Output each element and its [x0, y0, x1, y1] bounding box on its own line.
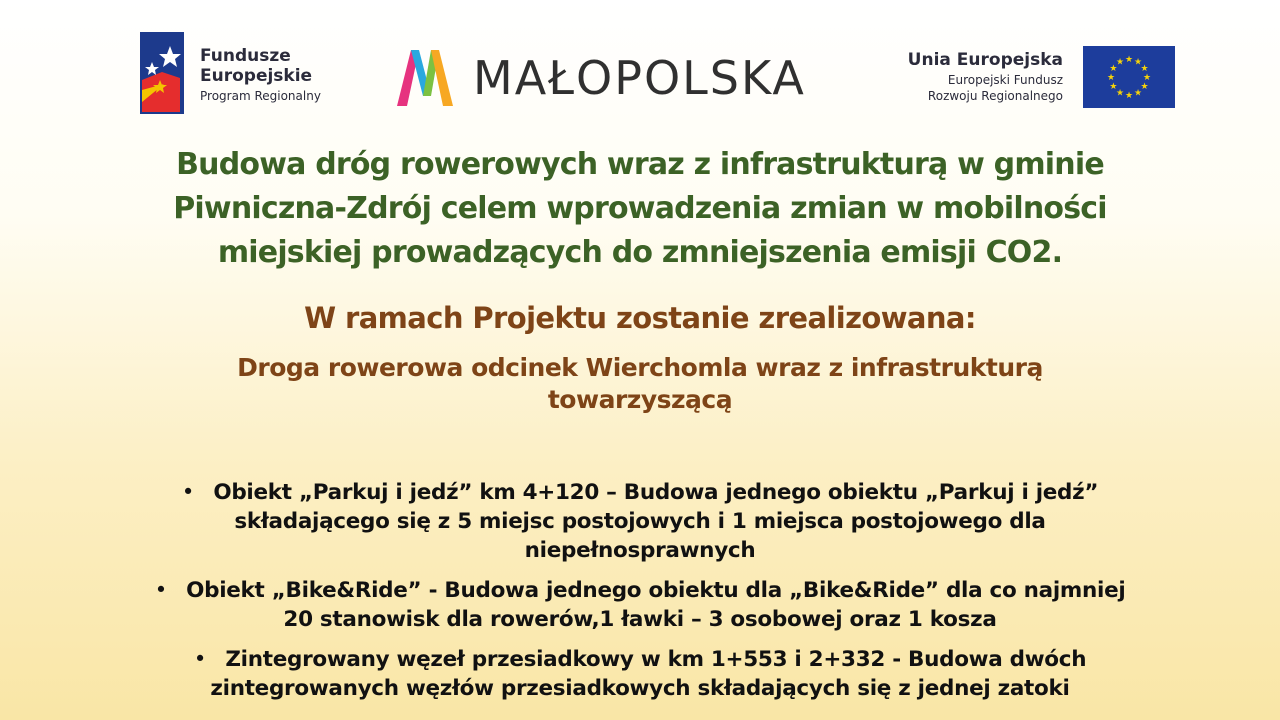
svg-text:★: ★ [1115, 88, 1125, 99]
scope-bullet-list [60, 478, 1220, 714]
bullet-line: zintegrowanych węzłów przesiadkowych składających się z jednej zatoki [210, 676, 1070, 701]
eu-flag-icon [1083, 46, 1175, 108]
project-subtitle: W ramach Projektu zostanie zrealizowana: [304, 301, 976, 335]
svg-text:★: ★ [1109, 64, 1118, 74]
svg-text:★: ★ [1106, 73, 1116, 83]
fundusze-sub: Program Regionalny [200, 89, 321, 103]
svg-text:★: ★ [1133, 88, 1143, 99]
eu-title: Unia Europejska [907, 50, 1063, 70]
bullet-line: Zintegrowany węzeł przesiadkowy w km 1+553 i 2+332 - Budowa dwóch [225, 647, 1087, 672]
bullet-line: 20 stanowisk dla rowerów,1 ławki – 3 osobowej oraz 1 kosza [283, 607, 997, 632]
fundusze-europejskie-flag-icon [140, 32, 184, 114]
bullet-line: składającego się z 5 miejsc postojowych i 1 miejsca postojowego dla [234, 509, 1046, 534]
fundusze-europejskie-logo [140, 32, 340, 114]
svg-text:★: ★ [1140, 82, 1149, 92]
bullet-item-transfer-node [60, 645, 1220, 703]
route-heading [90, 352, 1190, 416]
fundusze-line2: Europejskie [200, 66, 313, 86]
svg-text:★: ★ [1133, 57, 1143, 68]
malopolska-m-mark-icon [395, 44, 457, 108]
bullet-line: niepełnosprawnych [524, 538, 756, 563]
svg-text:★: ★ [1140, 64, 1149, 74]
bullet-line: Obiekt „Bike&Ride” - Budowa jednego obiektu dla „Bike&Ride” dla co najmniej [186, 578, 1126, 603]
eu-logo [905, 46, 1175, 112]
fundusze-line1: Fundusze [200, 46, 291, 66]
title-line: Budowa dróg rowerowych wraz z infrastrukturą w gminie [176, 147, 1104, 182]
route-line: Droga rowerowa odcinek Wierchomla wraz z infrastrukturą [237, 353, 1043, 382]
route-line: towarzyszącą [547, 385, 733, 414]
svg-text:★: ★ [1109, 82, 1118, 92]
malopolska-name: MAŁOPOLSKA [473, 51, 806, 105]
svg-text:★: ★ [1115, 57, 1125, 68]
eu-sub1: Europejski Fundusz [947, 73, 1063, 87]
bullet-item-bike-and-ride [60, 576, 1220, 634]
bullet-item-park-and-ride [60, 478, 1220, 565]
title-line: miejskiej prowadzących do zmniejszenia emisji CO2. [217, 235, 1063, 270]
bullet-line: Obiekt „Parkuj i jedź” km 4+120 – Budowa jednego obiektu „Parkuj i jedź” [213, 480, 1099, 505]
svg-text:★: ★ [1142, 73, 1152, 83]
project-title [80, 143, 1200, 275]
svg-text:★: ★ [1124, 91, 1134, 101]
eu-sub2: Rozwoju Regionalnego [927, 89, 1063, 103]
logo-bar [0, 30, 1280, 120]
title-line: Piwniczna-Zdrój celem wprowadzenia zmian w mobilności [173, 191, 1107, 226]
malopolska-logo [395, 44, 845, 114]
svg-text:★: ★ [1124, 55, 1134, 65]
